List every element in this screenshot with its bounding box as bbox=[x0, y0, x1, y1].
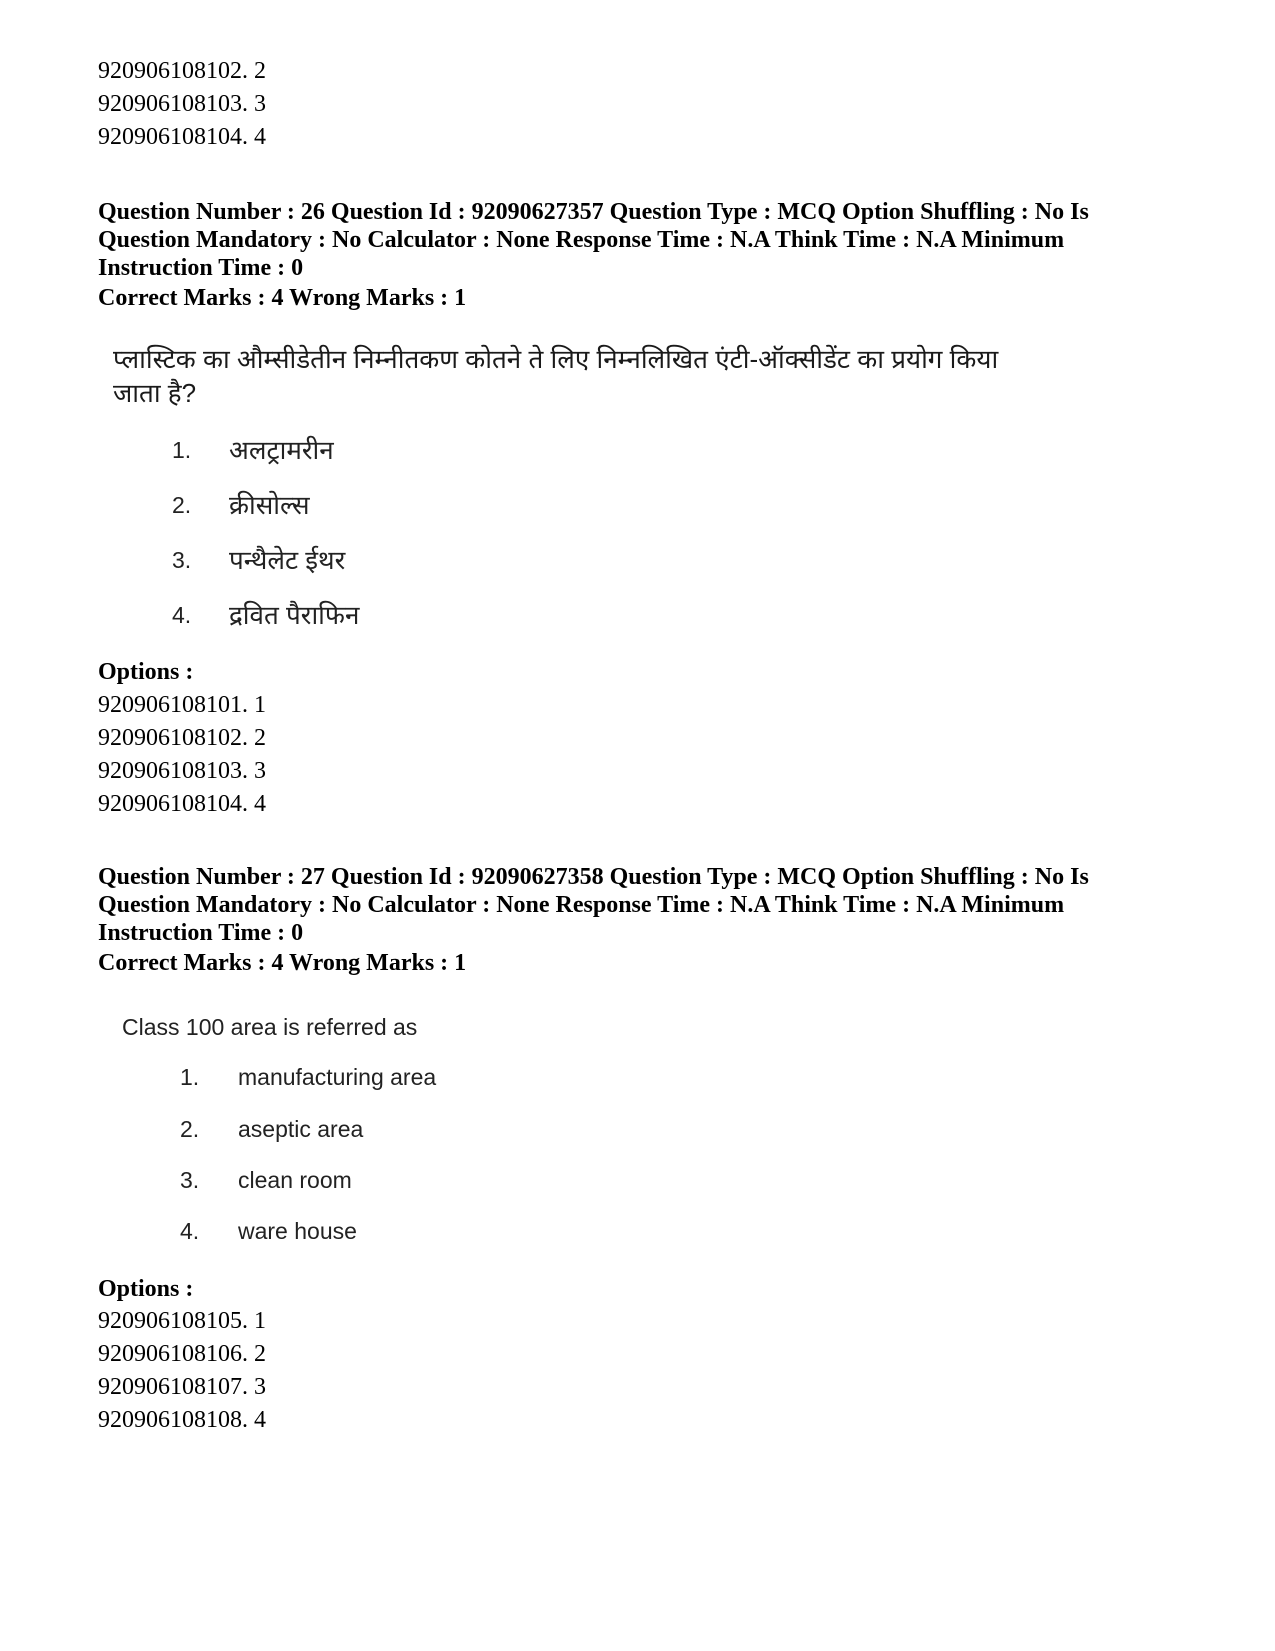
option-line: 920906108104. 4 bbox=[98, 124, 266, 150]
q27-choice-number: 3. bbox=[180, 1167, 200, 1193]
q27-choice-number: 1. bbox=[180, 1064, 200, 1090]
q27-meta-line3: Instruction Time : 0 bbox=[98, 920, 304, 946]
q26-choice-number: 1. bbox=[172, 437, 192, 463]
q27-meta bbox=[98, 863, 1188, 947]
q27-meta-line2: Question Mandatory : No Calculator : None Response Time : N.A Think Time : N.A Minimum bbox=[98, 892, 1065, 918]
option-line: 920906108102. 2 bbox=[98, 58, 266, 84]
q27-choice-text: manufacturing area bbox=[238, 1064, 437, 1090]
q27-question-text: Class 100 area is referred as bbox=[122, 1014, 418, 1040]
q26-choice-text: क्रीसोल्स bbox=[229, 490, 310, 520]
q26-option-line: 920906108101. 1 bbox=[98, 692, 266, 718]
q27-choice-text: aseptic area bbox=[238, 1116, 364, 1142]
q26-question-line1: प्लास्टिक का औम्सीडेतीन निम्नीतकण कोतने ते लिए निम्नलिखित एंटी-ऑक्सीडेंट का प्रयोग किया bbox=[113, 344, 999, 374]
q26-option-line: 920906108102. 2 bbox=[98, 725, 266, 751]
q27-option-line: 920906108105. 1 bbox=[98, 1308, 266, 1334]
q26-question-text bbox=[113, 342, 1033, 410]
q27-option-line: 920906108108. 4 bbox=[98, 1407, 266, 1433]
q27-choice-text: ware house bbox=[238, 1218, 357, 1244]
q26-choice-text: द्रवित पैराफिन bbox=[229, 600, 360, 630]
q26-meta-line2: Question Mandatory : No Calculator : None Response Time : N.A Think Time : N.A Minimum bbox=[98, 227, 1065, 253]
q27-choice-text: clean room bbox=[238, 1167, 352, 1193]
q27-meta-line1: Question Number : 27 Question Id : 92090627358 Question Type : MCQ Option Shuffling : No Is bbox=[98, 864, 1089, 890]
q26-choice-number: 4. bbox=[172, 602, 192, 628]
q26-choice-text: पन्थैलेट ईथर bbox=[229, 545, 346, 575]
q26-meta bbox=[98, 198, 1188, 282]
q27-options-label: Options : bbox=[98, 1276, 194, 1302]
q27-option-line: 920906108106. 2 bbox=[98, 1341, 266, 1367]
q26-option-line: 920906108103. 3 bbox=[98, 758, 266, 784]
q26-option-line: 920906108104. 4 bbox=[98, 791, 266, 817]
q26-choice-number: 3. bbox=[172, 547, 192, 573]
q26-meta-line1: Question Number : 26 Question Id : 92090627357 Question Type : MCQ Option Shuffling : No Is bbox=[98, 199, 1089, 225]
q27-choice-number: 2. bbox=[180, 1116, 200, 1142]
q26-options-label: Options : bbox=[98, 659, 194, 685]
q27-choice-number: 4. bbox=[180, 1218, 200, 1244]
q26-choice-number: 2. bbox=[172, 492, 192, 518]
q26-question-line2: जाता है? bbox=[113, 378, 197, 408]
q26-meta-line3: Instruction Time : 0 bbox=[98, 255, 304, 281]
q26-marks: Correct Marks : 4 Wrong Marks : 1 bbox=[98, 285, 467, 311]
q27-marks: Correct Marks : 4 Wrong Marks : 1 bbox=[98, 950, 467, 976]
q27-option-line: 920906108107. 3 bbox=[98, 1374, 266, 1400]
q26-choice-text: अलट्रामरीन bbox=[229, 435, 334, 465]
option-line: 920906108103. 3 bbox=[98, 91, 266, 117]
